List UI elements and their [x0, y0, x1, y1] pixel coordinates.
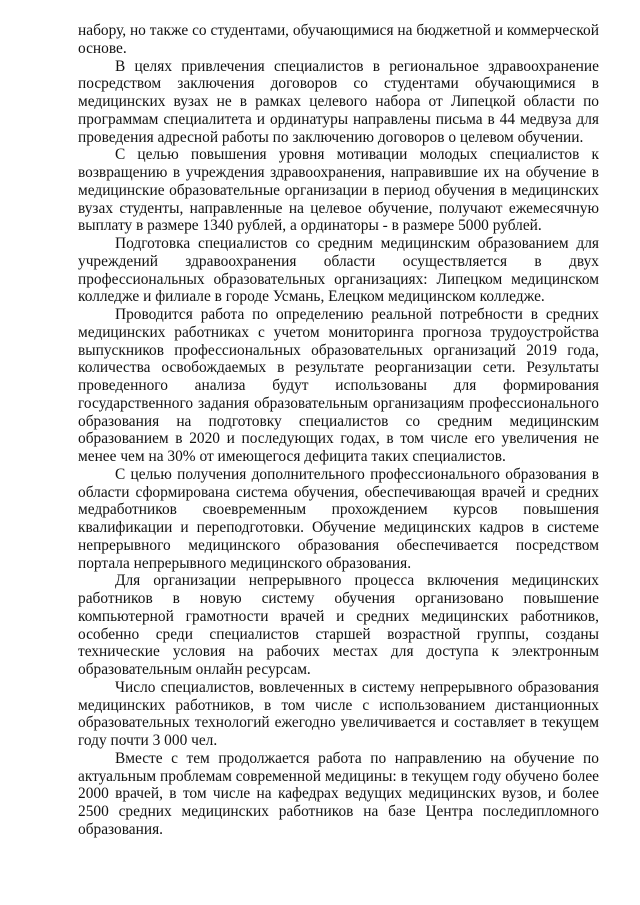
paragraph-continuing-education: С целью получения дополнительного профессионального образования в области сформирована система обучения, обеспечивающая врачей и средних медработников своевременным прохождением курсов повышения квалификации и переподготовки. Обучение медицинских кадров в системе непрерывного медицинского образования обеспечивается посредством портала непрерывного медицинского образования. — [78, 465, 599, 572]
paragraph-continuation: набору, но также со студентами, обучающимися на бюджетной и коммерческой основе. — [78, 22, 599, 57]
paragraph-nursing-colleges: Подготовка специалистов со средним медицинским образованием для учреждений здравоохранения области осуществляется в двух профессиональных образовательных организациях: Липецком медицинском колледже и филиале в городе Усмань, Елецком медицинском колледже. — [78, 235, 599, 306]
paragraph-computer-literacy: Для организации непрерывного процесса включения медицинских работников в новую систему обучения организовано повышение компьютерной грамотности врачей и средних медицинских работников, особенно среди специалистов старшей возрастной группы, созданы технические условия на рабочих местах для доступа к электронным образовательным онлайн ресурсам. — [78, 572, 599, 678]
paragraph-enrolled-specialists: Число специалистов, вовлеченных в систему непрерывного образования медицинских работников, в том числе с использованием дистанционных образовательных технологий ежегодно увеличивается и составляет в текущем году почти 3 000 чел. — [78, 678, 599, 749]
paragraph-training-results: Вместе с тем продолжается работа по направлению на обучение по актуальным проблемам современной медицины: в текущем году обучено более 2000 врачей, в том числе на кафедрах ведущих медицинских вузов, и более 2500 средних медицинских работников на базе Центра последипломного образования. — [78, 749, 599, 838]
paragraph-targeted-recruitment: В целях привлечения специалистов в региональное здравоохранение посредством заключения договоров со студентами обучающимися в медицинских вузах не в рамках целевого набора от Липецкой области по программам специалитета и ординатуры направлены письма в 44 медвуза для проведения адресной работы по заключению договоров о целевом обучении. — [78, 57, 599, 146]
paragraph-student-payments: С целью повышения уровня мотивации молодых специалистов к возвращению в учреждения здравоохранения, направившие их на обучение в медицинские образовательные организации в период обучения в медицинских вузах студенты, направленные на целевое обучение, получают ежемесячную выплату в размере 1340 рублей, а ординаторы - в размере 5000 рублей. — [78, 146, 599, 235]
paragraph-demand-analysis: Проводится работа по определению реальной потребности в средних медицинских работниках с учетом мониторинга прогноза трудоустройства выпускников профессиональных образовательных организаций 2019 года, количества освобождаемых в результате реорганизации сети. Результаты проведенного анализа будут использованы для формирования государственного задания образовательным организациям профессионального образования на подготовку специалистов со средним медицинским образованием в 2020 и последующих годах, в том числе его увеличения не менее чем на 30% от имеющегося дефицита таких специалистов. — [78, 306, 599, 465]
